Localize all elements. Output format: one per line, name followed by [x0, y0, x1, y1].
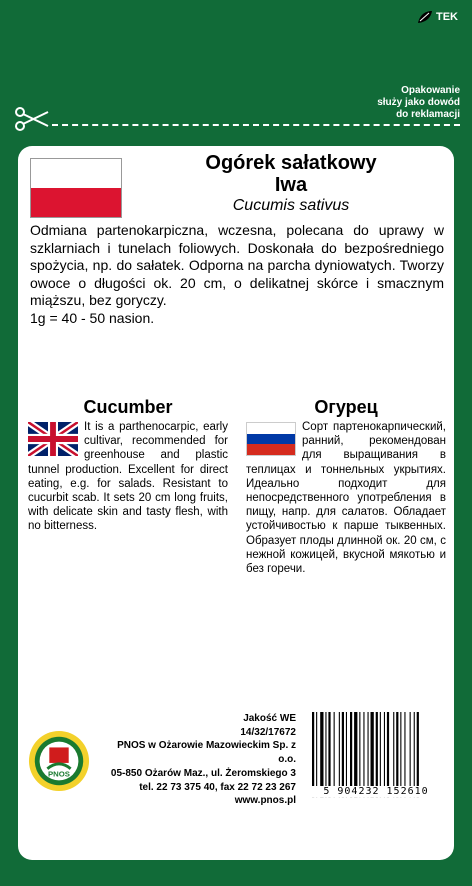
- company-name: PNOS w Ożarowie Mazowieckim Sp. z o.o.: [117, 740, 296, 766]
- scissors-icon: [14, 104, 50, 134]
- barcode-bar: [359, 712, 360, 797]
- russian-text: Сорт партенокарпический, ранний, рекомендован для выращивания в теплицах и тоннельных укрытиях. Идеально подходит для непосредственного употребления в пищу, напр. для салатов. Обладает устойчивостью к парше тыквенных. Образует плоды длинной ок. 20 см, с нежной кожицей, вкусной мякотью и без горечи.: [246, 421, 446, 576]
- description-polish-text: Odmiana partenokarpiczna, wczesna, polecana do uprawy w szklarniach i tunelach foliowych. Doskonała do bezpośredniego spożycia, np. do sałatek. Odporna na parcha dyniowatych. Tworzy owoce o długości ok. 20 cm, o delikatnej skórce i smacznym miąższu, bez goryczy.: [30, 222, 444, 308]
- barcode-bar: [380, 712, 381, 797]
- barcode-bar: [393, 712, 394, 797]
- complaint-notice: [340, 85, 460, 121]
- english-text: It is a parthenocarpic, early cultivar, recommended for greenhouse and plastic tunnel production. Excellent for direct eating, e.g. for salads. Resistant to cucurbit scab. It sets 20 cm long fruits, with delicate skin and tasty flesh, with no bitterness.: [28, 421, 228, 533]
- russian-heading: Огурец: [314, 397, 378, 417]
- barcode-bar: [350, 712, 352, 797]
- barcode-bar: [346, 712, 347, 797]
- registration-code: 14/32/17672: [240, 726, 296, 738]
- barcode-bar: [312, 712, 314, 797]
- barcode-bar: [404, 712, 405, 797]
- english-section: [28, 396, 228, 534]
- barcode-bar: [328, 712, 330, 797]
- barcode-bar: [387, 712, 389, 797]
- english-heading: Cucumber: [83, 397, 173, 417]
- quality-label: Jakość WE: [243, 713, 296, 724]
- barcode-bar: [339, 712, 340, 797]
- barcode-bar: [396, 712, 398, 797]
- logo-text: PNOS: [48, 769, 70, 779]
- notice-line-2: służy jako dowód: [377, 97, 460, 108]
- notice-line-3: do reklamacji: [396, 109, 460, 120]
- barcode-bar: [320, 712, 323, 797]
- brand-label: TEK: [436, 11, 458, 23]
- barcode-bar: [376, 712, 378, 797]
- barcode-bar: [325, 712, 326, 797]
- pnos-logo: [28, 730, 90, 792]
- barcode-bar: [342, 712, 344, 797]
- uk-flag: [28, 422, 78, 456]
- barcode-bar: [371, 712, 374, 797]
- description-polish: [30, 222, 444, 327]
- product-title: [128, 152, 454, 216]
- product-name: Ogórek sałatkowy: [205, 152, 377, 174]
- polish-flag: [30, 158, 122, 218]
- leaf-icon: [417, 10, 433, 24]
- barcode-bar: [316, 712, 317, 797]
- barcode-bar: [414, 712, 415, 797]
- barcode-bar: [354, 712, 357, 797]
- barcode-bar: [368, 712, 369, 797]
- seed-weight: 1g = 40 - 50 nasion.: [30, 309, 155, 326]
- barcode-bar: [363, 712, 364, 797]
- product-latin-name: Cucumis sativus: [232, 197, 350, 214]
- company-website[interactable]: www.pnos.pl: [234, 795, 296, 807]
- russian-section: [246, 396, 446, 576]
- barcode-bar: [417, 712, 419, 797]
- company-phone: tel. 22 73 375 40, fax 22 72 23 267: [139, 781, 296, 793]
- brand-mark: [417, 10, 458, 24]
- barcode-bar: [410, 712, 411, 797]
- barcode-number: 5 904232 152610: [308, 786, 444, 797]
- cut-line: [52, 124, 460, 126]
- label-card: [18, 146, 454, 860]
- company-info: [108, 712, 296, 808]
- product-variety: Iwa: [274, 174, 308, 196]
- barcode-bar: [400, 712, 401, 797]
- barcode-bar: [334, 712, 335, 797]
- company-address: 05-850 Ożarów Maz., ul. Żeromskiego 3: [110, 767, 296, 779]
- notice-line-1: Opakowanie: [401, 85, 460, 96]
- barcode-bar: [384, 712, 385, 797]
- russian-flag: [246, 422, 296, 456]
